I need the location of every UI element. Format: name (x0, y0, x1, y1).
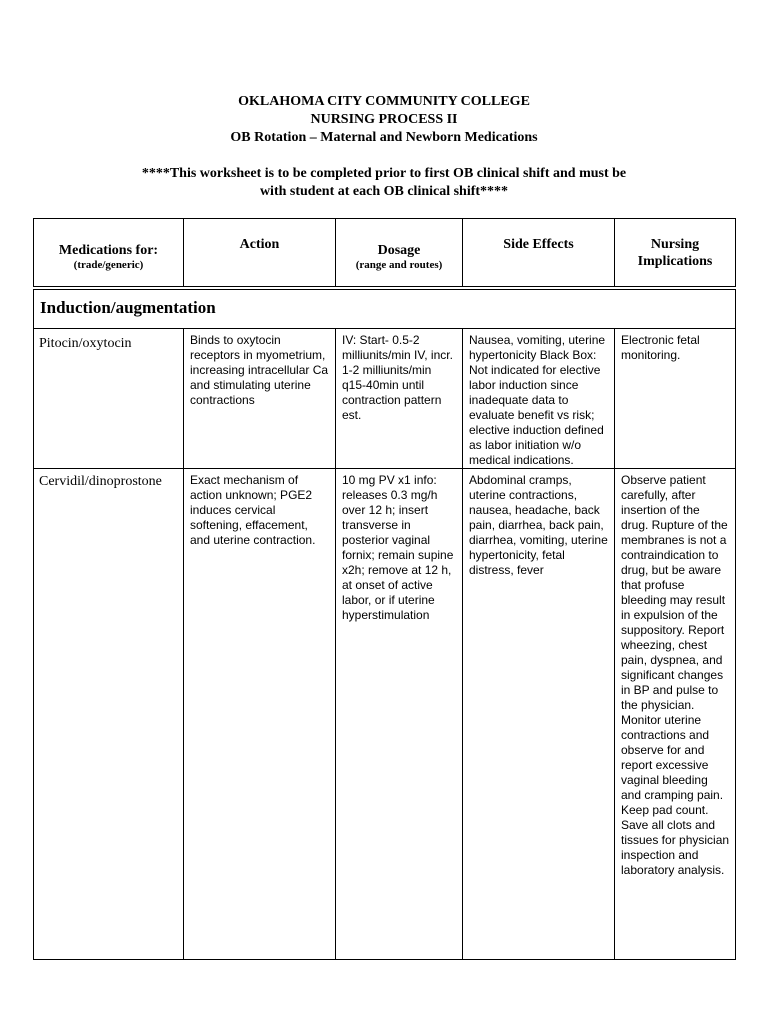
table-header-row (34, 219, 736, 289)
nursing-implications-text: Observe patient carefully, after insertion of the drug. Rupture of the membranes is not a contraindication to drug, but be aware that profuse bleeding may result in expulsion of the suppository. Report wheezing, chest pain, dyspnea, and significant changes in BP and pulse to the physician. Monitor uterine contractions and observe for and report excessive vaginal bleeding and cramping pain. Keep pad count. Save all clots and tissues for physician inspection and laboratory analysis. (621, 472, 730, 877)
medications-table (33, 218, 736, 960)
dosage-text: IV: Start- 0.5-2 milliunits/min IV, incr. 1-2 milliunits/min q15-40min until contraction pattern est. (342, 332, 453, 422)
table-row (34, 468, 736, 960)
section-row (34, 288, 736, 328)
action-text: Binds to oxytocin receptors in myometrium, increasing intracellular Ca and stimulating uterine contractions (190, 332, 329, 407)
nursing-implications-text: Electronic fetal monitoring. (621, 332, 700, 362)
worksheet-notice (0, 165, 768, 201)
notice-line-1: ****This worksheet is to be completed prior to first OB clinical shift and must be (141, 166, 627, 181)
table-row (34, 328, 736, 468)
side-effects-text: Nausea, vomiting, uterine hypertonicity Black Box: Not indicated for elective labor induction since inadequate data to evaluate benefit vs risk; elective induction defined as labor initiation w/o medical indications. (469, 332, 606, 467)
section-title: Induction/augmentation (34, 288, 736, 328)
document-header (0, 93, 768, 147)
column-header-side-effects: Side Effects (463, 219, 615, 289)
column-subheader-range-routes: (range and routes) (355, 258, 443, 271)
column-header-action: Action (184, 219, 336, 289)
column-header-medications: Medications for: (trade/generic) (34, 219, 184, 289)
document-title: OB Rotation – Maternal and Newborn Medications (230, 130, 538, 145)
column-header-dosage: Dosage (range and routes) (336, 219, 463, 289)
college-name: OKLAHOMA CITY COMMUNITY COLLEGE (238, 94, 530, 109)
medication-name: Cervidil/dinoprostone (39, 473, 162, 489)
dosage-text: 10 mg PV x1 info: releases 0.3 mg/h over 12 h; insert transverse in posterior vaginal fornix; remain supine x2h; remove at 12 h, at onset of active labor, or if uterine hyperstimulation (342, 472, 454, 622)
notice-line-2: with student at each OB clinical shift**** (259, 184, 509, 199)
action-text: Exact mechanism of action unknown; PGE2 induces cervical softening, effacement, and uterine contraction. (190, 472, 316, 547)
column-subheader-trade-generic: (trade/generic) (73, 258, 144, 271)
column-header-nursing-implications: Nursing Implications (615, 219, 736, 289)
course-name: NURSING PROCESS II (310, 112, 458, 127)
side-effects-text: Abdominal cramps, uterine contractions, nausea, headache, back pain, diarrhea, back pain, diarrhea, vomiting, uterine hypertonicity, fetal distress, fever (469, 472, 608, 577)
medication-name: Pitocin/oxytocin (39, 335, 132, 351)
